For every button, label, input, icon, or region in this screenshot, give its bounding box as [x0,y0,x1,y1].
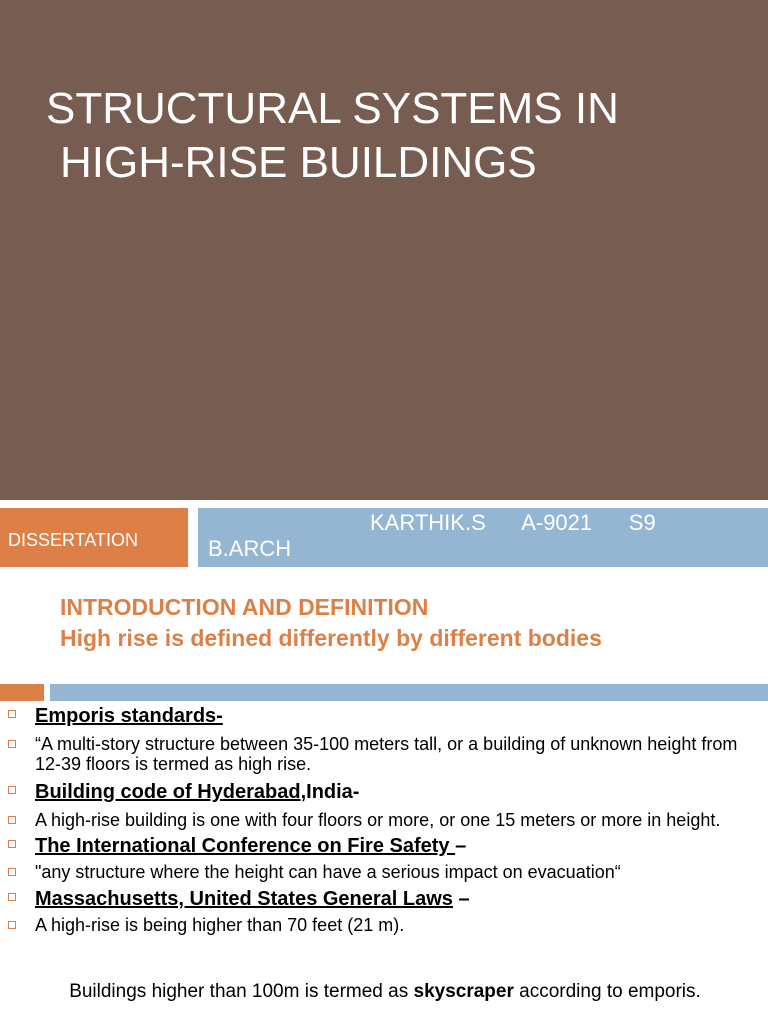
list-item [0,704,768,728]
accent-bar-blue [50,684,768,701]
footnote-before: Buildings higher than 100m is termed as [69,981,414,1002]
square-bullet-icon [8,816,16,824]
square-bullet-icon [8,893,16,901]
author-line-2: B.ARCH [208,536,292,561]
list-item-heading: Building code of Hyderabad [35,781,301,803]
list-item-heading-suffix: – [455,835,467,857]
title-line-1: STRUCTURAL SYSTEMS IN [46,84,619,133]
list-item [0,834,768,858]
list-item-text: "any structure where the height can have a serious impact on evacuation“ [35,862,621,882]
list-item [0,810,768,830]
list-item [0,887,768,911]
section-heading-1: INTRODUCTION AND DEFINITION [60,594,429,620]
list-item-heading: The International Conference on Fire Safety [35,835,456,857]
list-item-heading: Massachusetts, United States General Laws [35,888,453,910]
section-heading-2: High rise is defined differently by different bodies [60,625,602,651]
title-slide [0,0,768,500]
author-line-1: KARTHIK.S A-9021 S9 [370,510,656,535]
square-bullet-icon [8,840,16,848]
square-bullet-icon [8,868,16,876]
divider [0,500,768,506]
square-bullet-icon [8,710,16,718]
list-item-text: A high-rise building is one with four floors or more, or one 15 meters or more in height. [35,810,721,830]
list-item [0,734,768,774]
square-bullet-icon [8,921,16,929]
title-line-2: HIGH-RISE BUILDINGS [60,138,537,187]
square-bullet-icon [8,786,16,794]
subtitle-box-dissertation [0,508,188,567]
list-item-heading-suffix: – [452,888,470,910]
footnote [40,980,730,1004]
list-item-heading: Emporis standards- [35,705,223,727]
list-item-text: A high-rise is being higher than 70 feet (21 m). [35,915,405,935]
definition-list [0,704,768,935]
list-item-heading-suffix: ,India- [300,781,360,803]
dissertation-label: DISSERTATION [8,530,139,550]
square-bullet-icon [8,740,16,748]
accent-bar-orange [0,684,44,701]
list-item-text: “A multi-story structure between 35-100 meters tall, or a building of unknown height from 12-39 floors is termed as high rise. [35,734,738,774]
list-item [0,862,768,882]
slide-title [46,82,619,190]
author-box [198,508,768,567]
list-item [0,915,768,935]
footnote-keyword: skyscraper [413,981,514,1002]
list-item [0,780,768,804]
section-heading [60,592,602,654]
footnote-after: according to emporis. [513,981,701,1002]
